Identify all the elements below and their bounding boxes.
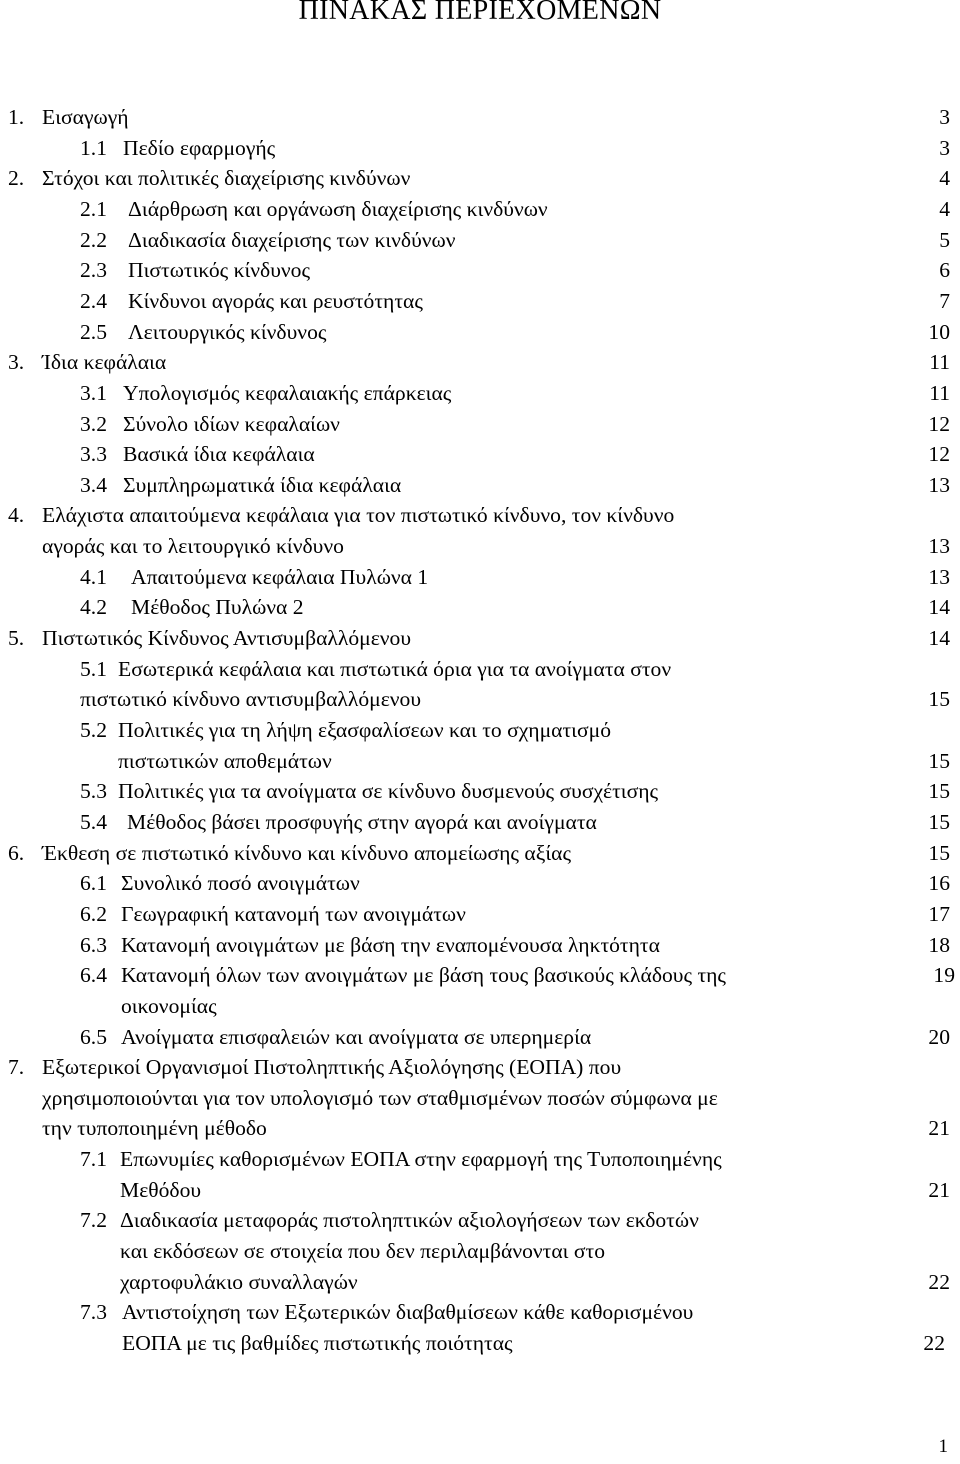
toc-entry[interactable] — [0, 347, 960, 378]
toc-entry-page: 3 — [939, 105, 950, 129]
toc-entry-page: 15 — [928, 687, 950, 712]
toc-entry-title: πιστωτικό κίνδυνο αντισυμβαλλόμενου — [80, 687, 422, 712]
toc-entry[interactable] — [0, 868, 960, 899]
toc-entry-title: Ελάχιστα απαιτούμενα κεφάλαια για τον πιστωτικό κίνδυνο, τον κίνδυνο — [42, 503, 675, 528]
toc-entry-number: 6.4 — [80, 963, 107, 988]
toc-entry-number: 2.1 — [80, 196, 107, 221]
toc-entry-title: Εσωτερικά κεφάλαια και πιστωτικά όρια για τα ανοίγματα στον — [118, 656, 672, 681]
toc-entry-title: Μέθοδος Πυλώνα 2 — [131, 595, 304, 620]
toc-entry-page: 14 — [928, 595, 950, 620]
toc-entry-title: και εκδόσεων σε στοιχεία που δεν περιλαμβάνονται στο — [120, 1239, 605, 1263]
toc-entry-title: Μέθοδος βάσει προσφυγής στην αγορά και ανοίγματα — [127, 809, 597, 834]
toc-entry[interactable] — [0, 225, 960, 256]
toc-entry[interactable] — [0, 930, 960, 961]
toc-entry[interactable] — [0, 286, 960, 317]
toc-entry[interactable] — [0, 776, 960, 807]
toc-entry-number: 3.3 — [80, 442, 107, 467]
toc-entry[interactable] — [0, 684, 960, 715]
toc-entry-number: 6.2 — [80, 901, 107, 926]
toc-entry-number: 3.2 — [80, 411, 107, 436]
toc-entry[interactable] — [0, 1144, 960, 1175]
toc-entry-number: 7.2 — [80, 1208, 107, 1233]
toc-entry-number: 2.3 — [80, 258, 107, 283]
toc-entry-title: Μεθόδου — [120, 1177, 202, 1202]
toc-entry-page: 12 — [928, 442, 950, 467]
toc-entry[interactable] — [0, 102, 960, 133]
toc-entry-title: Συμπληρωματικά ίδια κεφάλαια — [123, 472, 402, 497]
toc-entry[interactable] — [0, 470, 960, 501]
page-number: 1 — [938, 1436, 948, 1457]
toc-entry-title: Σύνολο ιδίων κεφαλαίων — [123, 411, 340, 436]
toc-entry-title: ΕΟΠΑ με τις βαθμίδες πιστωτικής ποιότητας — [122, 1331, 513, 1355]
toc-entry-title: Απαιτούμενα κεφάλαια Πυλώνα 1 — [131, 564, 429, 589]
toc-entry-title: Υπολογισμός κεφαλαιακής επάρκειας — [123, 380, 452, 405]
toc-entry[interactable] — [0, 807, 960, 838]
toc-entry[interactable] — [0, 991, 960, 1022]
toc-entry-number: 5.1 — [80, 656, 107, 681]
toc-entry-number: 1. — [8, 105, 25, 129]
toc-entry-number: 4.1 — [80, 564, 107, 589]
toc-entry-title: Έκθεση σε πιστωτικό κίνδυνο και κίνδυνο απομείωσης αξίας — [42, 840, 571, 865]
toc-entry-title: Στόχοι και πολιτικές διαχείρισης κινδύνων — [42, 166, 411, 191]
toc-entry[interactable] — [0, 1267, 960, 1298]
toc-entry-page: 15 — [928, 779, 950, 804]
toc-entry-title: Πεδίο εφαρμογής — [123, 135, 276, 160]
toc-entry[interactable] — [0, 899, 960, 930]
toc-entry[interactable] — [0, 317, 960, 348]
toc-entry[interactable] — [0, 378, 960, 409]
toc-entry-number: 6. — [8, 840, 25, 865]
toc-entry[interactable] — [0, 654, 960, 685]
toc-entry[interactable] — [0, 746, 960, 777]
toc-entry-page: 13 — [928, 534, 950, 559]
toc-entry-page: 21 — [928, 1177, 950, 1202]
toc-entry-page: 13 — [928, 564, 950, 589]
toc-entry-number: 2.5 — [80, 319, 107, 344]
toc-entry-page: 3 — [939, 135, 950, 160]
toc-entry-number: 3.4 — [80, 472, 107, 497]
toc-entry-title: Κίνδυνοι αγοράς και ρευστότητας — [128, 288, 423, 313]
toc-entry-number: 4. — [8, 503, 25, 528]
toc-entry[interactable] — [0, 592, 960, 623]
toc-entry-title: Διαδικασία διαχείρισης των κινδύνων — [128, 227, 456, 252]
toc-entry[interactable] — [0, 531, 960, 562]
toc-entry[interactable] — [0, 562, 960, 593]
toc-entry-page: 5 — [939, 227, 950, 252]
toc-entry-page: 15 — [928, 748, 950, 773]
toc-entry-number: 7. — [8, 1055, 25, 1080]
toc-entry-number: 6.5 — [80, 1024, 107, 1049]
toc-entry-number: 4.2 — [80, 595, 107, 620]
toc-entry[interactable] — [0, 133, 960, 164]
toc-entry-page: 12 — [928, 411, 950, 436]
toc-entry[interactable] — [0, 1236, 960, 1267]
toc-entry-title: Επωνυμίες καθορισμένων ΕΟΠΑ στην εφαρμογή της Τυποποιημένης — [120, 1147, 722, 1172]
toc-entry-title: Πιστωτικός κίνδυνος — [128, 258, 311, 283]
toc-entry-title: αγοράς και το λειτουργικό κίνδυνο — [42, 534, 344, 559]
toc-entry[interactable] — [0, 1175, 960, 1206]
toc-entry[interactable] — [0, 960, 960, 991]
toc-entry[interactable] — [0, 1022, 960, 1053]
toc-entry-title: Κατανομή όλων των ανοιγμάτων με βάση τους βασικούς κλάδους της — [121, 963, 726, 988]
toc-entry-number: 7.1 — [80, 1147, 107, 1172]
toc-entry-title: Λειτουργικός κίνδυνος — [128, 319, 327, 344]
toc-entry[interactable] — [0, 500, 960, 531]
toc-entry-title: την τυποποιημένη μέθοδο — [42, 1116, 267, 1141]
toc-entry-number: 3.1 — [80, 380, 107, 405]
toc-entry-page: 10 — [928, 319, 950, 344]
toc-entry-number: 6.1 — [80, 871, 107, 896]
toc-entry-title: Διάρθρωση και οργάνωση διαχείρισης κινδύνων — [128, 196, 548, 221]
toc-entry-page: 15 — [928, 809, 950, 834]
toc-entry-number: 5. — [8, 626, 25, 650]
toc-entry-page: 22 — [928, 1269, 950, 1294]
toc-entry[interactable] — [0, 715, 960, 746]
toc-entry-title: χρησιμοποιούνται για τον υπολογισμό των σταθμισμένων ποσών σύμφωνα με — [42, 1085, 718, 1110]
toc-entry-page: 7 — [939, 288, 950, 313]
toc-entry-title: πιστωτικών αποθεμάτων — [118, 748, 332, 773]
toc-entry-title: Αντιστοίχηση των Εξωτερικών διαβαθμίσεων κάθε καθορισμένου — [122, 1300, 694, 1325]
toc-entry-page: 17 — [928, 901, 950, 926]
toc-entry-title: Πολιτικές για τα ανοίγματα σε κίνδυνο δυσμενούς συσχέτισης — [118, 779, 659, 804]
toc-entry-title: Ίδια κεφάλαια — [42, 350, 167, 375]
toc-entry[interactable] — [0, 1297, 960, 1328]
toc-entry-page: 13 — [928, 472, 950, 497]
toc-entry-number: 2.2 — [80, 227, 107, 252]
toc-entry-page: 4 — [939, 196, 950, 221]
toc-entry-title: Διαδικασία μεταφοράς πιστοληπτικών αξιολογήσεων των εκδοτών — [120, 1208, 699, 1233]
toc-entry[interactable] — [0, 1083, 960, 1114]
toc-entry-page: 19 — [933, 963, 955, 988]
toc-entry-title: οικονομίας — [121, 993, 217, 1018]
toc-entry-page: 16 — [928, 871, 950, 896]
toc-entry[interactable] — [0, 1328, 960, 1359]
toc-entry-page: 11 — [929, 350, 950, 375]
toc-entry-number: 6.3 — [80, 932, 107, 957]
toc-entry[interactable] — [0, 623, 960, 654]
toc-entry[interactable] — [0, 439, 960, 470]
toc-entry-number: 2.4 — [80, 288, 107, 313]
toc-entry-page: 15 — [928, 840, 950, 865]
toc-entry-page: 11 — [929, 380, 950, 405]
toc-entry-page: 6 — [939, 258, 950, 283]
page-title: ΠΙΝΑΚΑΣ ΠΕΡΙΕΧΟΜΕΝΩΝ — [298, 0, 662, 26]
toc-entry-title: Πολιτικές για τη λήψη εξασφαλίσεων και το σχηματισμό — [118, 718, 611, 742]
toc-entry-page: 20 — [928, 1024, 950, 1049]
toc-entry-page: 21 — [928, 1116, 950, 1141]
toc-entry-number: 1.1 — [80, 135, 107, 160]
toc-entry[interactable] — [0, 255, 960, 286]
toc-entry[interactable] — [0, 163, 960, 194]
toc-entry-title: Πιστωτικός Κίνδυνος Αντισυμβαλλόμενου — [42, 626, 412, 650]
toc-entry[interactable] — [0, 1113, 960, 1144]
toc-entry[interactable] — [0, 1205, 960, 1236]
toc-entry-title: Εισαγωγή — [42, 105, 129, 129]
toc-entry[interactable] — [0, 409, 960, 440]
toc-entry-number: 2. — [8, 166, 25, 191]
toc-entry-title: Ανοίγματα επισφαλειών και ανοίγματα σε υπερημερία — [121, 1024, 592, 1049]
toc-entry-page: 4 — [939, 166, 950, 191]
toc-entry-number: 7.3 — [80, 1300, 107, 1325]
toc-entry-title: Κατανομή ανοιγμάτων με βάση την εναπομένουσα ληκτότητα — [121, 932, 660, 957]
toc-entry-title: Βασικά ίδια κεφάλαια — [123, 442, 315, 467]
toc-entry-title: Εξωτερικοί Οργανισμοί Πιστοληπτικής Αξιολόγησης (ΕΟΠΑ) που — [42, 1055, 622, 1080]
toc-entry-number: 3. — [8, 350, 25, 375]
toc-entry[interactable] — [0, 1052, 960, 1083]
toc-entry-page: 18 — [928, 932, 950, 957]
toc-entry-number: 5.3 — [80, 779, 107, 804]
toc-entry-title: Συνολικό ποσό ανοιγμάτων — [121, 871, 360, 896]
toc-entry-title: χαρτοφυλάκιο συναλλαγών — [120, 1269, 358, 1294]
toc-entry[interactable] — [0, 194, 960, 225]
toc-entry-page: 22 — [923, 1331, 945, 1355]
toc-entry[interactable] — [0, 838, 960, 869]
toc-entry-page: 14 — [928, 626, 950, 650]
toc-entry-title: Γεωγραφική κατανομή των ανοιγμάτων — [121, 901, 466, 926]
toc-entry-number: 5.2 — [80, 718, 107, 742]
toc-entry-number: 5.4 — [80, 809, 107, 834]
